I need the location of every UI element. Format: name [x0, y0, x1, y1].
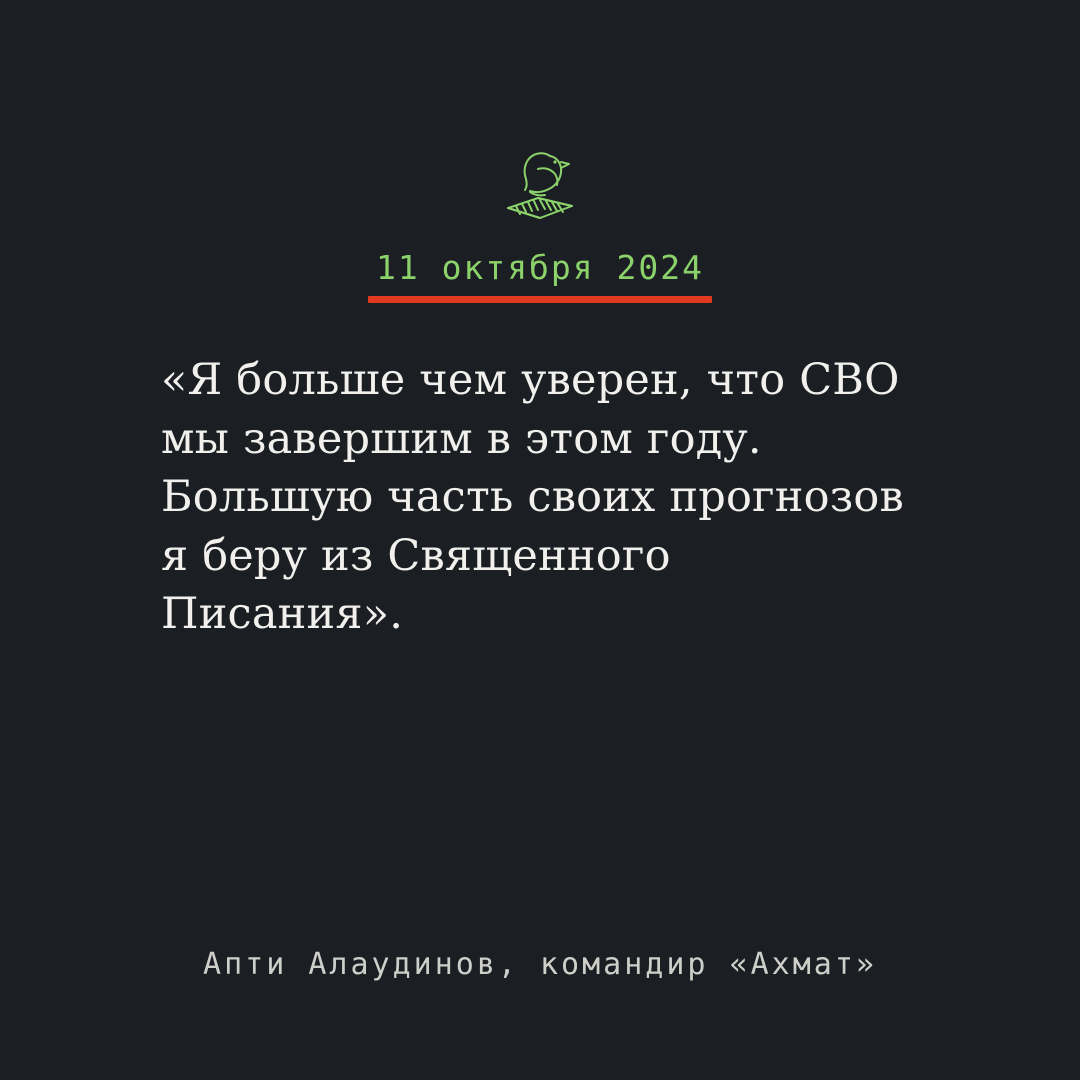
date-text: 11 октября 2024	[375, 248, 704, 287]
date-block	[368, 250, 712, 303]
quote-text: «Я больше чем уверен, что СВО мы завершим в этом году. Большую часть своих прогнозов я беру из Священного Писания».	[161, 355, 904, 640]
date-underline	[368, 296, 712, 303]
attribution-text: Апти Алаудинов, командир «Ахмат»	[203, 947, 877, 982]
bird-on-book-icon	[492, 140, 588, 228]
